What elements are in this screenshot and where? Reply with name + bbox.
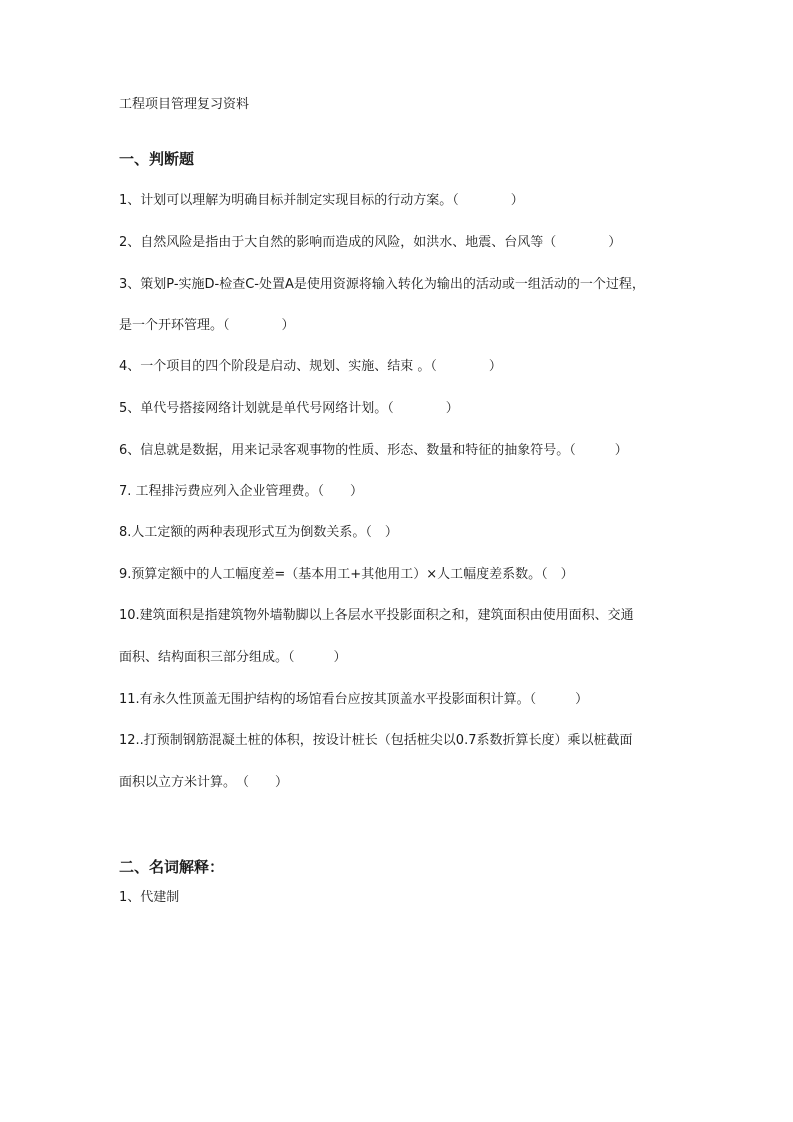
question-line: 1、计划可以理解为明确目标并制定实现目标的行动方案。（ ）	[119, 193, 524, 208]
question-line: 面积以立方米计算。 （ ）	[119, 775, 289, 790]
question-line: 6、信息就是数据，用来记录客观事物的性质、形态、数量和特征的抽象符号。（ ）	[119, 443, 628, 458]
question-line: 10.建筑面积是指建筑物外墙勒脚以上各层水平投影面积之和，建筑面积由使用面积、交通	[119, 608, 634, 623]
question-line: 是一个开环管理。（ ）	[119, 318, 295, 333]
question-line: 4、一个项目的四个阶段是启动、规划、实施、结束 。（ ）	[119, 359, 502, 374]
question-line: 5、单代号搭接网络计划就是单代号网络计划。（ ）	[119, 401, 459, 416]
question-line: 11.有永久性顶盖无围护结构的场馆看台应按其顶盖水平投影面积计算。（ ）	[119, 692, 589, 707]
question-line: 12..打预制钢筋混凝土桩的体积，按设计桩长（包括桩尖以0.7系数折算长度）乘以桩截面	[119, 733, 633, 748]
question-line: 7. 工程排污费应列入企业管理费。（ ）	[119, 484, 364, 499]
question-line: 3、策划P-实施D-检查C-处置A是使用资源将输入转化为输出的活动或一组活动的一个过程，	[119, 277, 645, 292]
question-line: 面积、结构面积三部分组成。（ ）	[119, 650, 347, 665]
document-title: 工程项目管理复习资料	[119, 97, 250, 112]
question-line: 9.预算定额中的人工幅度差=（基本用工+其他用工）×人工幅度差系数。（ ）	[119, 567, 574, 582]
question-line: 8.人工定额的两种表现形式互为倒数关系。（ ）	[119, 525, 398, 540]
question-line: 2、自然风险是指由于大自然的影响而造成的风险，如洪水、地震、台风等（ ）	[119, 235, 622, 250]
section-heading-true-false: 一、判断题	[119, 150, 195, 168]
term-item: 1、代建制	[119, 890, 180, 905]
section-heading-terms: 二、名词解释：	[119, 858, 225, 876]
